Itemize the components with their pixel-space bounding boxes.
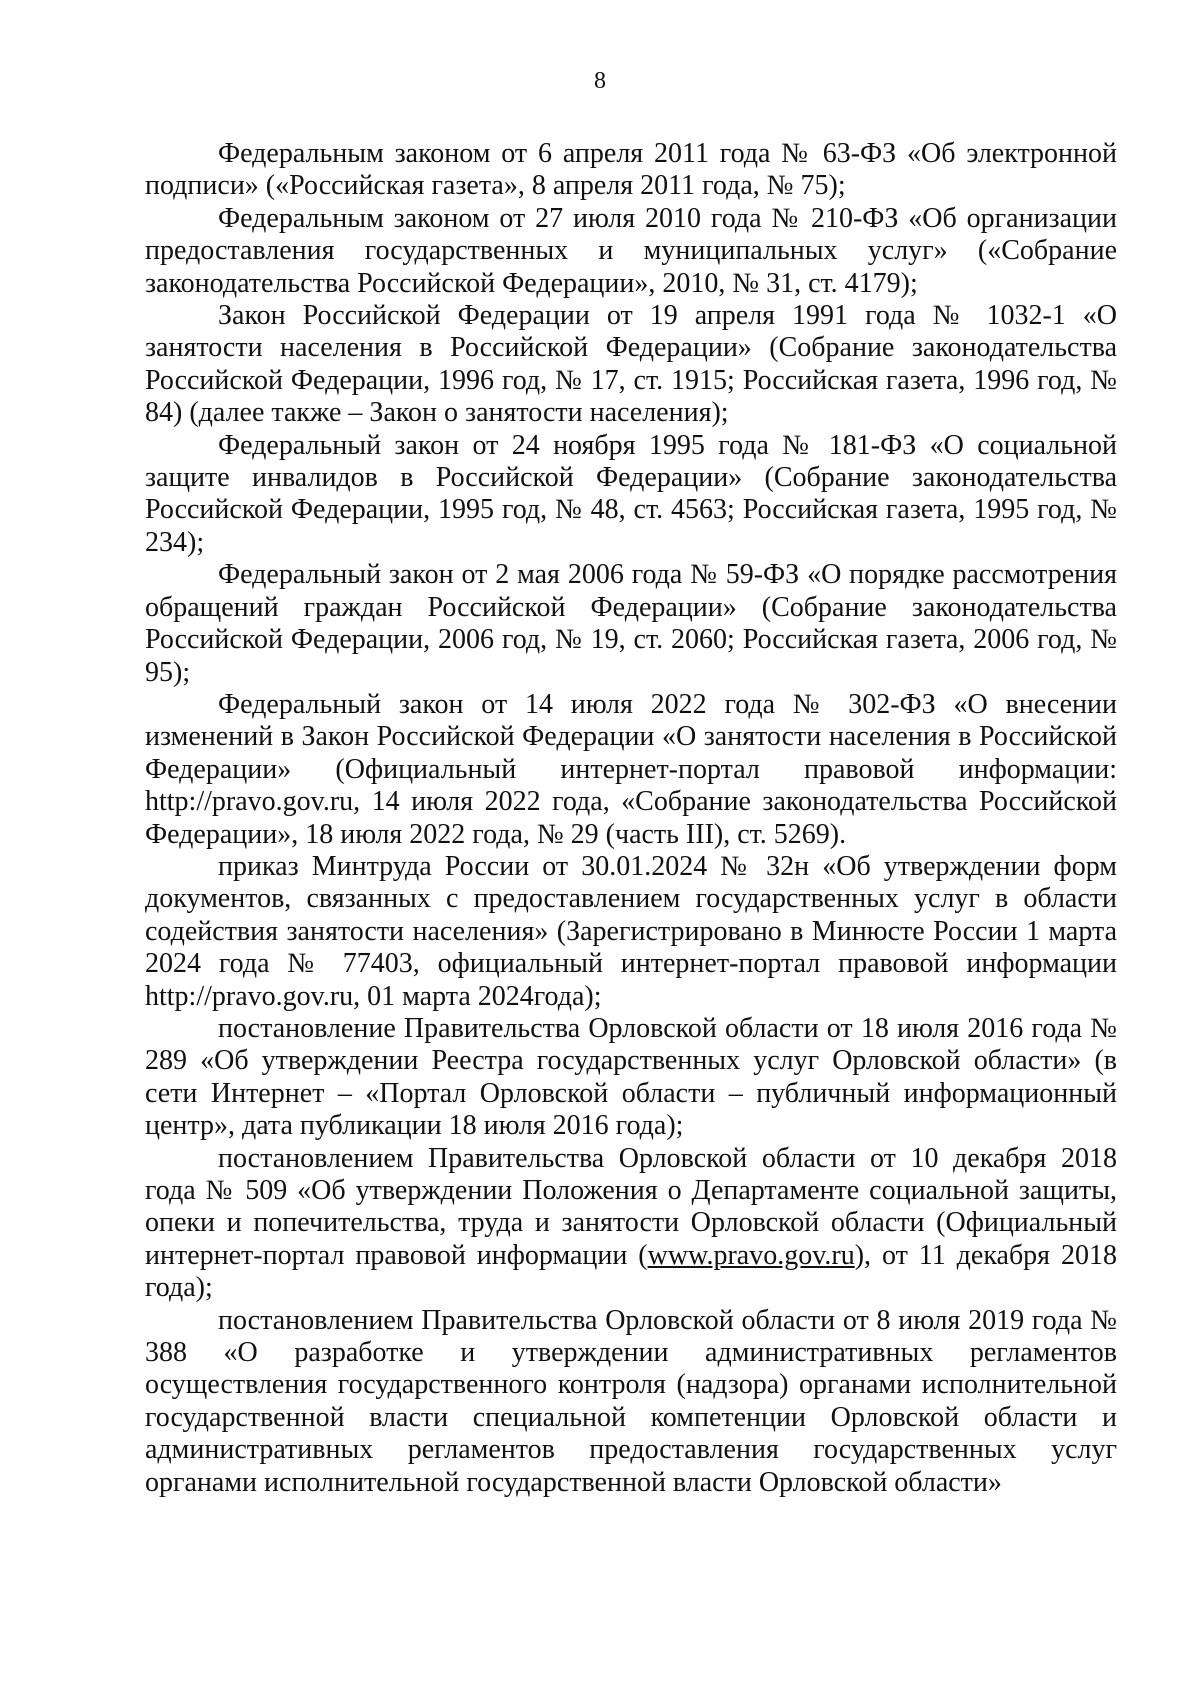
document-body xyxy=(145,138,1117,1499)
paragraph-employment-amendments-law: Федеральный закон от 14 июля 2022 года № 302-ФЗ «О внесении изменений в Закон Российской Федерации «О занятости населения в Российской Федерации» (Официальный интернет-портал правовой информации: http://pravo.gov.ru, 14 июля 2022 года, «Собрание законодательства Российской Федерации», 18 июля 2022 года, № 29 (часть III), ст. 5269). xyxy=(145,688,1117,850)
pravo-gov-link[interactable]: www.pravo.gov.ru xyxy=(647,1239,855,1271)
paragraph-disabled-protection-law: Федеральный закон от 24 ноября 1995 года № 181-ФЗ «О социальной защите инвалидов в Российской Федерации» (Собрание законодательства Российской Федерации, 1995 год, № 48, ст. 4563; Российская газета, 1995 год, № 234); xyxy=(145,429,1117,558)
paragraph-employment-law: Закон Российской Федерации от 19 апреля 1991 года № 1032-1 «О занятости населения в Российской Федерации» (Собрание законодательства Российской Федерации, 1996 год, № 17, ст. 1915; Российская газета, 1996 год, № 84) (далее также – Закон о занятости населения); xyxy=(145,300,1117,429)
paragraph-mintrud-order: приказ Минтруда России от 30.01.2024 № 32н «Об утверждении форм документов, связанных с предоставлением государственных услуг в области содействия занятости населения» (Зарегистрировано в Минюсте России 1 марта 2024 года № 77403, официальный интернет-портал правовой информации http://pravo.gov.ru, 01 марта 2024года); xyxy=(145,850,1117,1012)
paragraph-department-regulation-resolution xyxy=(145,1143,1117,1305)
page-number: 8 xyxy=(594,68,606,94)
paragraph-public-services-law: Федеральным законом от 27 июля 2010 года № 210-ФЗ «Об организации предоставления государственных и муниципальных услуг» («Собрание законодательства Российской Федерации», 2010, № 31, ст. 4179); xyxy=(145,202,1117,299)
paragraph-text-after-link: ), от 11 декабря 2018 года); xyxy=(145,1239,1117,1304)
paragraph-text-before-link: постановлением Правительства Орловской области от 10 декабря 2018 года № 509 «Об утверждении Положения о Департаменте социальной защиты, опеки и попечительства, труда и занятости Орловской области (Официальный интернет-портал правовой информации ( xyxy=(145,1142,1117,1271)
paragraph-electronic-signature-law: Федеральным законом от 6 апреля 2011 года № 63-ФЗ «Об электронной подписи» («Российская газета», 8 апреля 2011 года, № 75); xyxy=(145,138,1117,202)
paragraph-services-registry-resolution: постановление Правительства Орловской области от 18 июля 2016 года № 289 «Об утверждении Реестра государственных услуг Орловской области» (в сети Интернет – «Портал Орловской области – публичный информационный центр», дата публикации 18 июля 2016 года); xyxy=(145,1012,1117,1142)
paragraph-admin-regulations-resolution: постановлением Правительства Орловской области от 8 июля 2019 года № 388 «О разработке и утверждении административных регламентов осуществления государственного контроля (надзора) органами исполнительной государственной власти специальной компетенции Орловской области и административных регламентов предоставления государственных услуг органами исполнительной государственной власти Орловской области» xyxy=(145,1304,1117,1498)
paragraph-citizen-appeals-law: Федеральный закон от 2 мая 2006 года № 59-ФЗ «О порядке рассмотрения обращений граждан Российской Федерации» (Собрание законодательства Российской Федерации, 2006 год, № 19, ст. 2060; Российская газета, 2006 год, № 95); xyxy=(145,559,1117,688)
